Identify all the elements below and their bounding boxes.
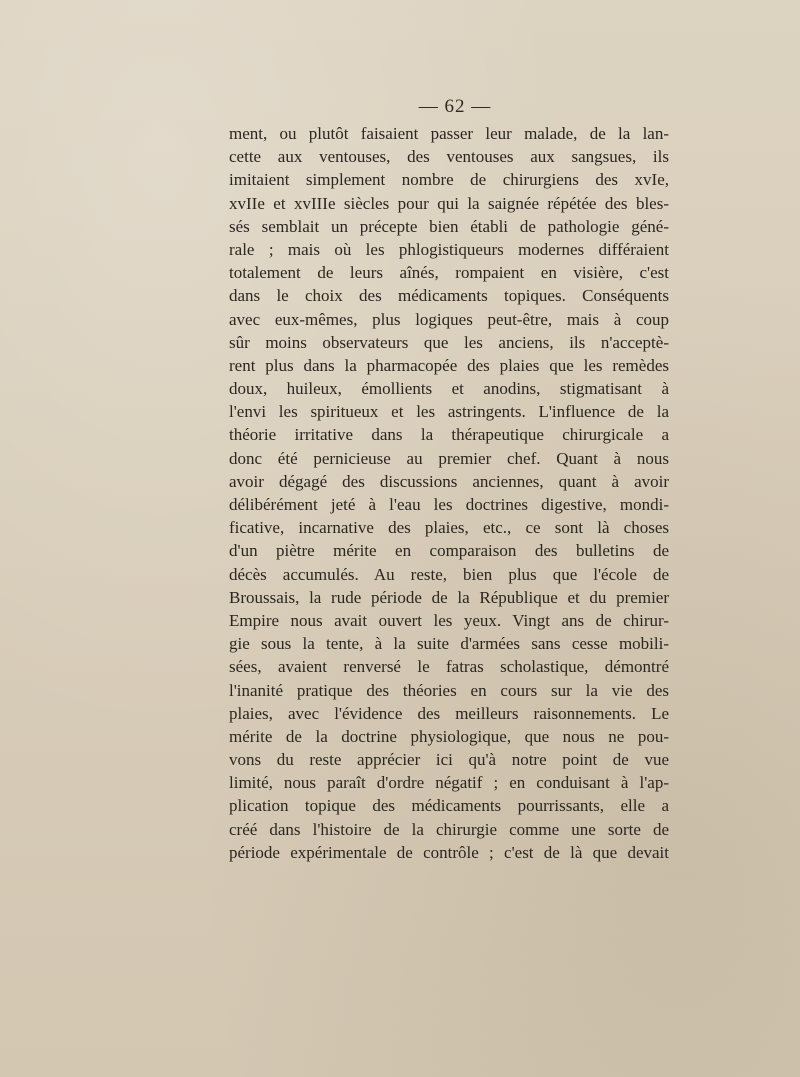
body-text <box>229 122 669 864</box>
text-line: doux, huileux, émollients et anodins, stigmatisant à <box>229 379 669 399</box>
text-line: l'inanité pratique des théories en cours sur la vie des <box>229 680 669 700</box>
text-line: ment, ou plutôt faisaient passer leur malade, de la lan- <box>229 124 669 143</box>
text-line: xvIIe et xvIIIe siècles pour qui la saignée répétée des bles- <box>229 193 669 213</box>
text-line: avoir dégagé des discussions anciennes, quant à avoir <box>229 471 669 491</box>
text-line: décès accumulés. Au reste, bien plus que l'école de <box>229 564 669 584</box>
text-line: période expérimentale de contrôle ; c'est de là que devait <box>229 842 669 862</box>
text-line: créé dans l'histoire de la chirurgie comme une sorte de <box>229 819 669 839</box>
text-line: dans le choix des médicaments topiques. Conséquents <box>229 286 669 306</box>
text-line: Broussais, la rude période de la République et du premier <box>229 587 669 607</box>
text-line: imitaient simplement nombre de chirurgiens des xvIe, <box>229 170 669 190</box>
text-line: avec eux-mêmes, plus logiques peut-être, mais à coup <box>229 309 669 329</box>
text-line: rale ; mais où les phlogistiqueurs modernes différaient <box>229 239 669 259</box>
text-line: d'un piètre mérite en comparaison des bulletins de <box>229 541 669 561</box>
text-line: ficative, incarnative des plaies, etc., ce sont là choses <box>229 518 669 538</box>
text-line: théorie irritative dans la thérapeutique chirurgicale a <box>229 425 669 445</box>
text-line: sûr moins observateurs que les anciens, ils n'acceptè- <box>229 332 669 352</box>
text-line: sées, avaient renversé le fatras scholastique, démontré <box>229 657 669 677</box>
text-line: cette aux ventouses, des ventouses aux sangsues, ils <box>229 147 669 167</box>
text-line: sés semblait un précepte bien établi de pathologie géné- <box>229 216 669 236</box>
text-line: rent plus dans la pharmacopée des plaies que les remèdes <box>229 355 669 375</box>
text-line: totalement de leurs aînés, rompaient en visière, c'est <box>229 263 669 283</box>
text-line: délibérément jeté à l'eau les doctrines digestive, mondi- <box>229 495 669 514</box>
page-number: — 62 — <box>418 96 492 117</box>
text-line: plaies, avec l'évidence des meilleurs raisonnements. Le <box>229 703 669 723</box>
text-line: l'envi les spiritueux et les astringents. L'influence de la <box>229 402 669 422</box>
text-line: plication topique des médicaments pourrissants, elle a <box>229 796 669 816</box>
text-line: vons du reste apprécier ici qu'à notre point de vue <box>229 750 669 770</box>
text-line: mérite de la doctrine physiologique, que nous ne pou- <box>229 726 669 746</box>
text-line: limité, nous paraît d'ordre négatif ; en conduisant à l'ap- <box>229 773 669 793</box>
text-line: Empire nous avait ouvert les yeux. Vingt ans de chirur- <box>229 610 669 630</box>
text-line: donc été pernicieuse au premier chef. Quant à nous <box>229 448 669 468</box>
text-line: gie sous la tente, à la suite d'armées sans cesse mobili- <box>229 634 669 654</box>
